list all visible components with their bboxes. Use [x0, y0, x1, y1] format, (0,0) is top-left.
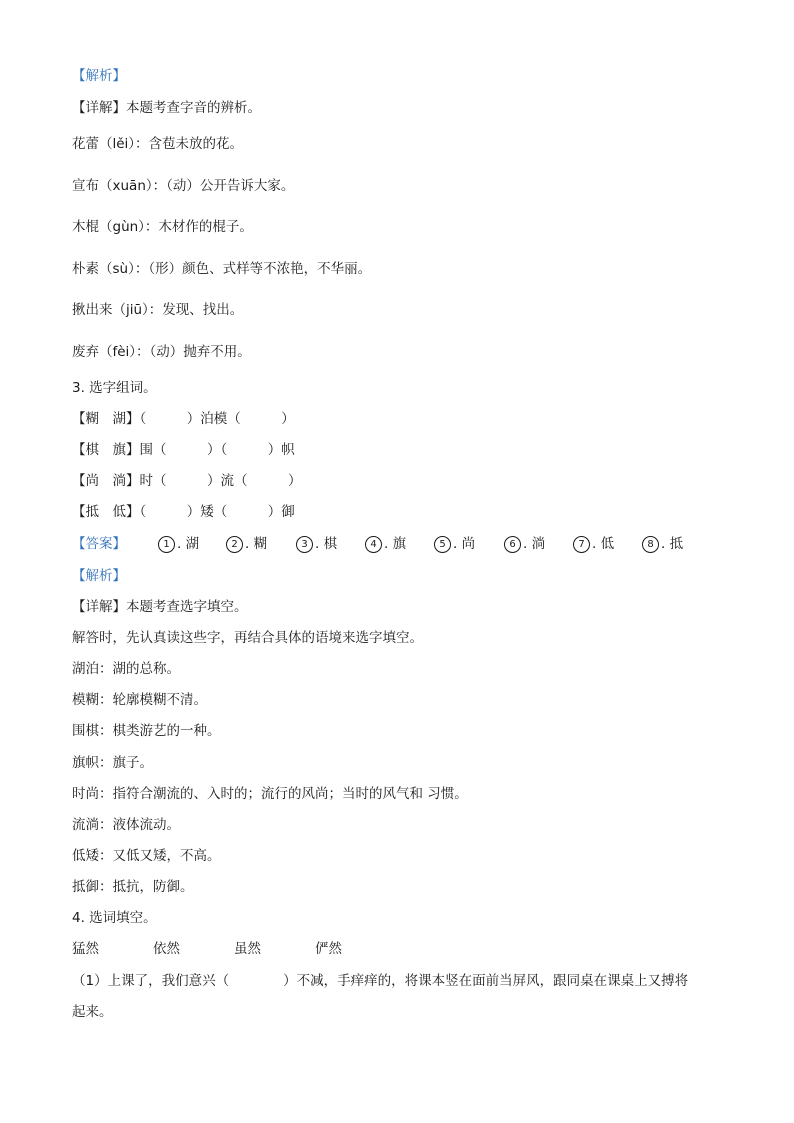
method-line: 解答时，先认真读这些字，再结合具体的语境来选字填空。 — [72, 630, 423, 646]
answer-item: 5 . 尚 — [434, 535, 475, 553]
analysis-heading-2: 【解析】 — [72, 568, 126, 584]
word-explanation: 抵御：抵抗，防御。 — [72, 879, 194, 895]
answer-item: 4 . 旗 — [365, 535, 406, 553]
pinyin-line-6: 废弃（fèi）：（动）抛弃不用。 — [72, 344, 251, 360]
question-3-title: 3. 选字组词。 — [72, 380, 157, 396]
answer-item: 6 . 淌 — [504, 535, 545, 553]
word-explanation: 低矮：又低又矮，不高。 — [72, 848, 221, 864]
pinyin-line-2: 宣布（xuān）：（动）公开告诉大家。 — [72, 178, 295, 194]
answer-item: 1 . 湖 — [158, 535, 199, 553]
question-3-item-2: 【棋 旗】围（ ）（ ）帜 — [72, 442, 295, 458]
question-4-sentence-1-cont: 起来。 — [72, 1004, 113, 1020]
answer-item: 8 . 抵 — [642, 535, 683, 553]
word-explanation: 时尚：指符合潮流的、入时的；流行的风尚；当时的风气和 习惯。 — [72, 786, 468, 802]
pinyin-line-4: 朴素（sù）：（形）颜色、式样等不浓艳，不华丽。 — [72, 261, 372, 277]
pinyin-line-3: 木棍（gùn）：木材作的棍子。 — [72, 219, 253, 235]
question-4-title: 4. 选词填空。 — [72, 910, 157, 926]
question-3-item-1: 【糊 湖】（ ）泊模（ ） — [72, 411, 295, 427]
detail-line-1: 【详解】本题考查字音的辨析。 — [72, 100, 261, 116]
word-choices: 猛然 依然 虽然 俨然 — [72, 941, 342, 957]
word-explanation: 围棋：棋类游艺的一种。 — [72, 723, 221, 739]
answer-label: 【答案】 — [72, 536, 126, 552]
pinyin-line-1: 花蕾（lěi）：含苞未放的花。 — [72, 136, 244, 152]
answer-item: 3 . 棋 — [296, 535, 337, 553]
analysis-heading-1: 【解析】 — [72, 68, 126, 84]
word-explanation: 湖泊：湖的总称。 — [72, 661, 180, 677]
question-3-item-3: 【尚 淌】时（ ）流（ ） — [72, 473, 302, 489]
answer-item: 7 . 低 — [573, 535, 614, 553]
pinyin-line-5: 揪出来（jiū）：发现、找出。 — [72, 302, 244, 318]
word-explanation: 模糊：轮廓模糊不清。 — [72, 692, 207, 708]
word-explanation: 流淌：液体流动。 — [72, 817, 180, 833]
question-4-sentence-1: （1）上课了，我们意兴（ ）不减，手痒痒的，将课本竖在面前当屏风，跟同桌在课桌上又搏将 — [72, 973, 689, 989]
question-3-item-4: 【抵 低】（ ）矮（ ）御 — [72, 504, 295, 520]
detail-line-2: 【详解】本题考查选字填空。 — [72, 599, 248, 615]
word-explanation: 旗帜：旗子。 — [72, 755, 153, 771]
answer-item: 2 . 糊 — [226, 535, 267, 553]
